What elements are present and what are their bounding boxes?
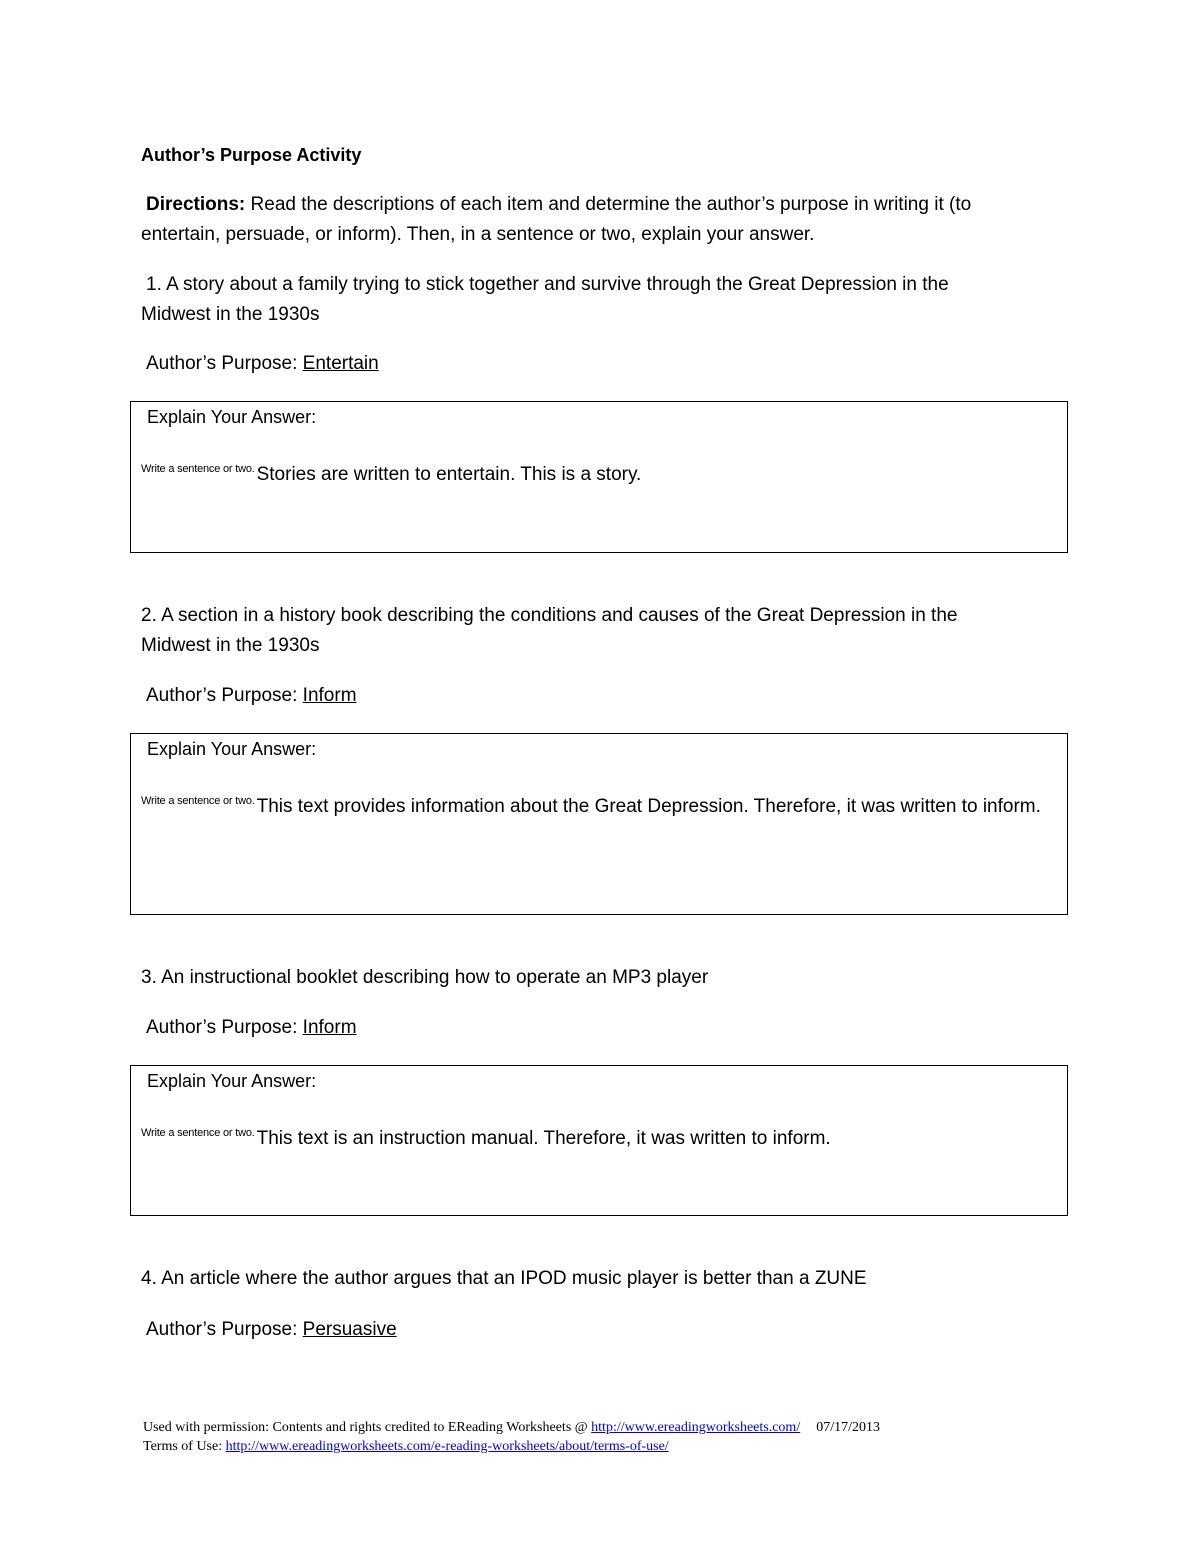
footer-permission-line [143,1420,880,1436]
item-3-description-line-1 [141,963,708,993]
item-1-purpose-value: Entertain [302,353,379,374]
footer-permission-text: Used with permission: Contents and rights credited to EReading Worksheets @ [143,1420,592,1435]
directions-text-1: Read the descriptions of each item and determine the author’s purpose in writing it (to [245,194,972,215]
item-4-purpose-label: Author’s Purpose: [146,1319,303,1340]
item-4-number: 4. [141,1268,157,1289]
directions-line-1 [146,190,971,220]
item-3-number: 3. [141,967,157,988]
item-3-hint: Write a sentence or two. [141,1127,255,1139]
item-2-hint: Write a sentence or two. [141,795,255,807]
item-1-hint: Write a sentence or two. [141,463,255,475]
item-2-answer-line [141,786,1057,822]
item-3-answer: This text is an instruction manual. Therefore, it was written to inform. [256,1128,831,1149]
item-4-purpose [146,1315,397,1345]
item-2-number: 2. [141,605,157,626]
item-2-purpose-value: Inform [302,685,357,706]
item-2-purpose-label: Author’s Purpose: [146,685,303,706]
item-3-answer-line [141,1118,1057,1154]
worksheet-title: Author’s Purpose Activity [141,145,362,165]
directions-text-2: entertain, persuade, or inform). Then, in a sentence or two, explain your answer. [141,224,815,245]
item-1-number: 1. [146,274,162,295]
item-1-description-2: Midwest in the 1930s [141,304,320,325]
item-4-purpose-value: Persuasive [302,1319,397,1340]
item-2-description-1: A section in a history book describing the conditions and causes of the Great Depression in the [156,605,958,626]
item-1-description-line-1 [146,270,949,300]
item-2-description-line-1 [141,601,957,631]
item-2-explain-box [130,733,1068,915]
item-3-explain-label: Explain Your Answer: [147,1071,317,1091]
item-3-purpose-label: Author’s Purpose: [146,1017,303,1038]
item-3-description-1: An instructional booklet describing how to operate an MP3 player [156,967,709,988]
item-3-purpose-value: Inform [302,1017,357,1038]
item-1-description-1: A story about a family trying to stick together and survive through the Great Depression in the [161,274,949,295]
footer-site-link[interactable]: http://www.ereadingworksheets.com/ [591,1420,801,1435]
footer-date: 07/17/2013 [816,1420,880,1435]
directions-label: Directions: [146,194,246,215]
item-4-description-1: An article where the author argues that an IPOD music player is better than a ZUNE [156,1268,867,1289]
item-1-purpose-label: Author’s Purpose: [146,353,303,374]
item-2-answer: This text provides information about the Great Depression. Therefore, it was written to inform. [256,796,1041,817]
item-1-explain-box [130,401,1068,553]
item-4-description-line-1 [141,1264,867,1294]
footer-terms-line [143,1439,669,1455]
item-1-purpose [146,349,379,379]
item-1-explain-label: Explain Your Answer: [147,407,317,427]
item-3-explain-box [130,1065,1068,1216]
footer-terms-link[interactable]: http://www.ereadingworksheets.com/e-reading-worksheets/about/terms-of-use/ [225,1439,669,1454]
item-1-answer-line [141,454,1057,490]
item-2-purpose [146,681,357,711]
item-1-answer: Stories are written to entertain. This is a story. [256,464,642,485]
footer-terms-label: Terms of Use: [143,1439,226,1454]
item-3-purpose [146,1013,357,1043]
item-2-explain-label: Explain Your Answer: [147,739,317,759]
item-2-description-2: Midwest in the 1930s [141,635,320,656]
